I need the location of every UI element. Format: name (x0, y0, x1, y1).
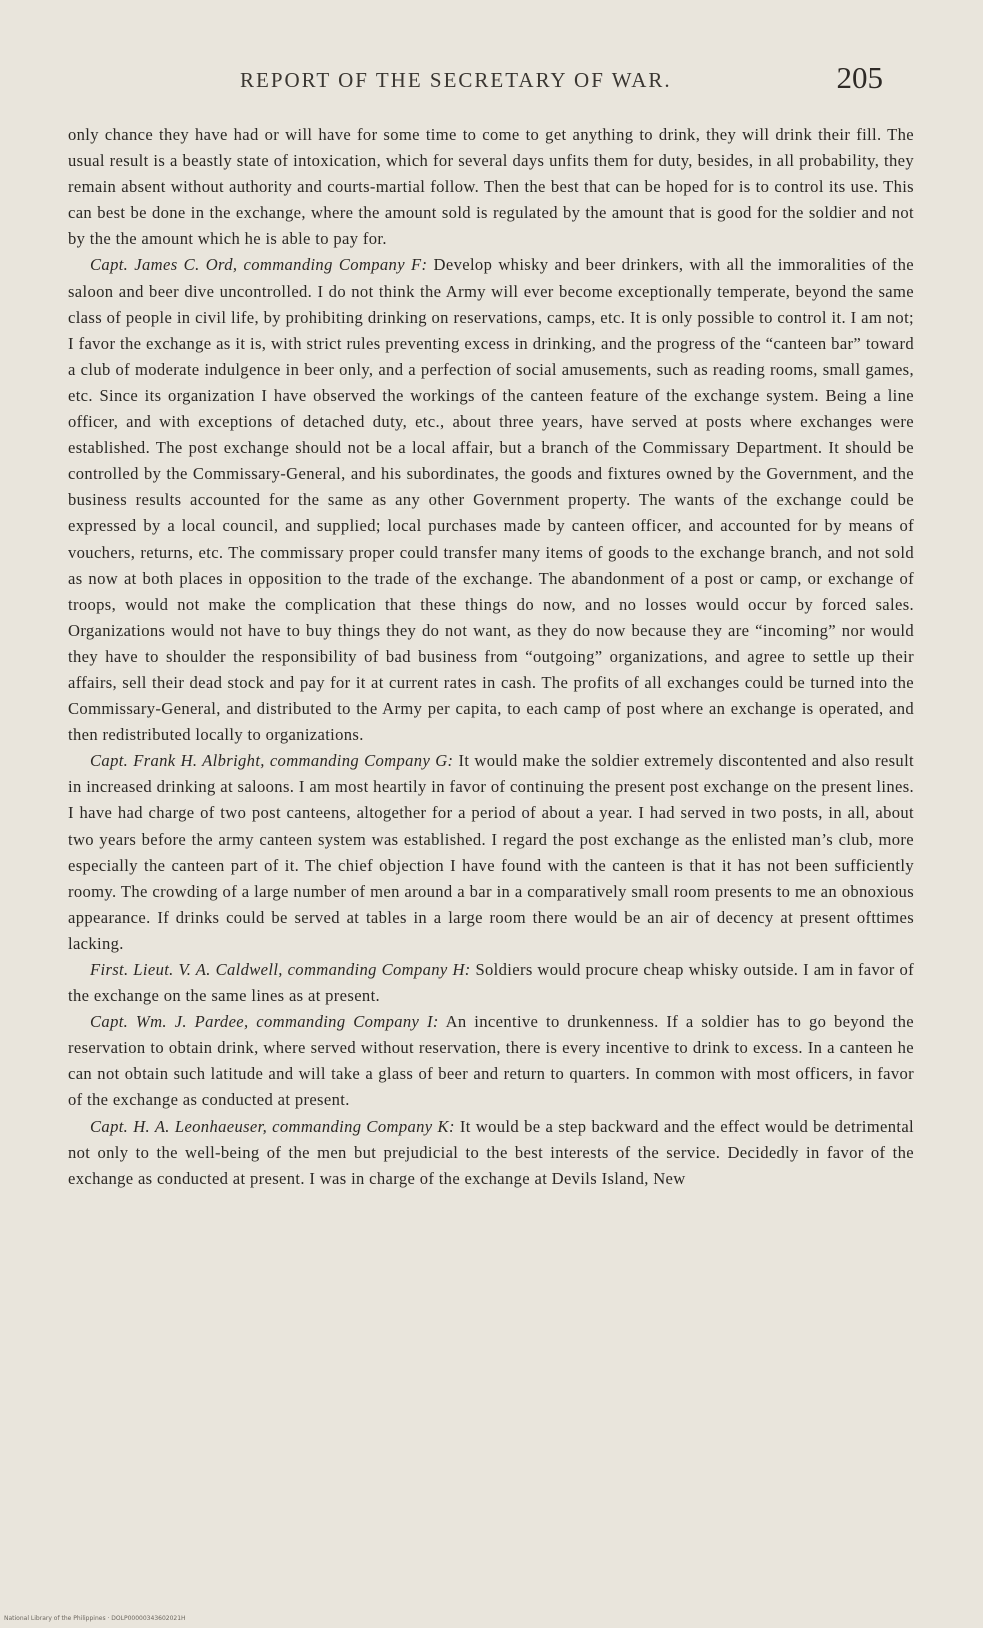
paragraph-text: An incentive to drunkenness. If a soldier has to go beyond the reservation to obtain drink, where served without reservation, there is every incentive to drink to excess. In a canteen he can not obtain such latitude and will take a glass of beer and return to quarters. In common with most officers, in favor of the exchange as conducted at present. (68, 1012, 915, 1110)
paragraph-text: It would be a step backward and the effect would be detrimental not only to the well-being of the men but prejudicial to the best interests of the service. Decidedly in favor of the exchange as conducted at present. I was in charge of the exchange at Devils Island, New (68, 1116, 915, 1188)
paragraph-albright (68, 748, 914, 957)
paragraph-pardee (68, 1009, 914, 1113)
running-head: REPORT OF THE SECRETARY OF WAR. (240, 68, 672, 92)
paragraph-caldwell (68, 957, 914, 1009)
page-number: 205 (836, 60, 883, 95)
paragraph-text: Soldiers would procure cheap whisky outside. I am in favor of the exchange on the same lines as at present. (68, 960, 914, 1006)
speaker-pardee: Capt. Wm. J. Pardee, commanding Company I: (90, 1012, 439, 1032)
paragraph-text: only chance they have had or will have for some time to come to get anything to drink, they will drink their fill. The usual result is a beastly state of intoxication, which for several days unfits them for duty, besides, in all probability, they remain absent without authority and courts-martial follow. Then the best that can be hoped for is to control its use. This can best be done in the exchange, where the amount sold is regulated by the amount that is good for the soldier and not by the the amount which he is able to pay for. (68, 125, 914, 249)
speaker-leonhaeuser: Capt. H. A. Leonhaeuser, commanding Company K: (90, 1116, 455, 1136)
paragraph-leonhaeuser (68, 1114, 914, 1192)
paragraph-ord (68, 252, 914, 748)
paragraph-text: Develop whisky and beer drinkers, with all the immoralities of the saloon and beer dive uncontrolled. I do not think the Army will ever become exceptionally temperate, beyond the same class of people in civil life, by prohibiting drinking on reservations, camps, etc. It is only possible to control it. I am not; I favor the exchange as it is, with strict rules preventing excess in drinking, and the progress of the “canteen bar” toward a club of moderate indulgence in beer only, and a perfection of social amusements, such as reading rooms, small games, etc. Since its organization I have observed the workings of the canteen feature of the exchange system. Being a line officer, and with exceptions of detached duty, etc., about three years, have served at posts where exchanges were established. The post exchange should not be a local affair, but a branch of the Commissary Department. It should be controlled by the Commissary-General, and his subordinates, the goods and fixtures owned by the Government, and the business results accounted for the same as any other Government property. The wants of the exchange could be expressed by a local council, and supplied; local purchases made by canteen officer, and accounted for by means of vouchers, returns, etc. The commissary proper could transfer many items of goods to the exchange branch, and not sold as now at both places in opposition to the trade of the exchange. The abandonment of a post or camp, or exchange of troops, would not make the complication that these things do now, and no losses would occur by forced sales. Organizations would not have to buy things they do not want, as they do now because they are “incoming” nor would they have to shoulder the responsibility of bad business from “outgoing” organizations, and agree to settle up their affairs, sell their dead stock and pay for it at current rates in cash. The profits of all exchanges could be turned into the Commissary-General, and distributed to the Army per capita, to each camp of post where an exchange is operated, and then redistributed locally to organizations. (68, 255, 915, 745)
library-stamp: National Library of the Philippines · DOLP00000343602021H (4, 1615, 186, 1622)
page-header (60, 60, 923, 100)
paragraph-text: It would make the soldier extremely discontented and also result in increased drinking at saloons. I am most heartily in favor of continuing the present post exchange on the present lines. I have had charge of two post canteens, altogether for a period of about a year. I had served in two posts, in all, about two years before the army canteen system was established. I regard the post exchange as the enlisted man’s club, more especially the canteen part of it. The chief objection I have found with the canteen is that it has not been sufficiently roomy. The crowding of a large number of men around a bar in a comparatively small room presents to me an obnoxious appearance. If drinks could be served at tables in a large room there would be an air of decency at present ofttimes lacking. (68, 751, 914, 953)
speaker-albright: Capt. Frank H. Albright, commanding Company G: (90, 751, 454, 771)
speaker-caldwell: First. Lieut. V. A. Caldwell, commanding Company H: (90, 960, 471, 979)
body-text (68, 122, 914, 1192)
paragraph-continuation (68, 122, 914, 252)
speaker-ord: Capt. James C. Ord, commanding Company F: (90, 255, 428, 275)
